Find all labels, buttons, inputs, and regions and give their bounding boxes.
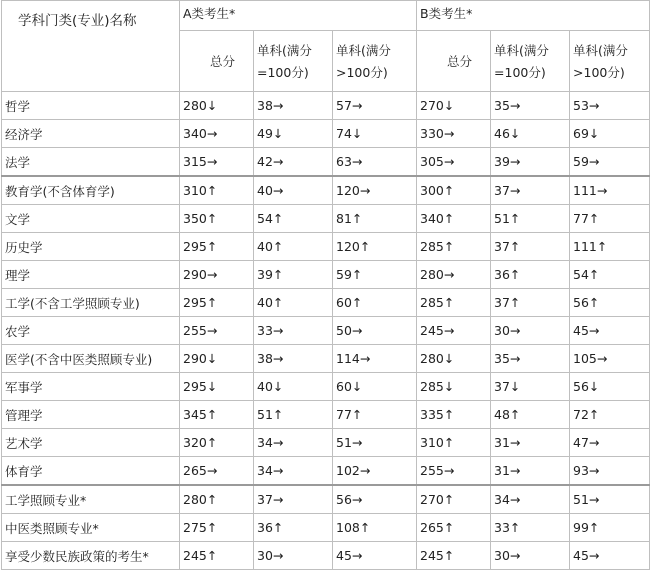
a-total-cell: 290→ bbox=[180, 261, 254, 289]
b-single-100-cell: 31→ bbox=[491, 429, 570, 457]
b-total-cell: 335↑ bbox=[417, 401, 491, 429]
a-single-over-100-cell: 59↑ bbox=[333, 261, 417, 289]
subject-name-cell: 理学 bbox=[2, 261, 180, 289]
subject-name-cell: 教育学(不含体育学) bbox=[2, 176, 180, 205]
b-total-cell: 270↑ bbox=[417, 485, 491, 514]
a-single-100-header: 单科(满分=100分) bbox=[254, 31, 333, 92]
table-row bbox=[2, 401, 650, 429]
a-single-over-100-cell: 60↑ bbox=[333, 289, 417, 317]
b-single-over-100-cell: 111→ bbox=[570, 176, 650, 205]
b-total-cell: 245↑ bbox=[417, 542, 491, 570]
a-total-cell: 295↑ bbox=[180, 233, 254, 261]
group-a-header: A类考生* bbox=[180, 1, 417, 31]
a-single-over-100-cell: 50→ bbox=[333, 317, 417, 345]
b-single-over-100-cell: 47→ bbox=[570, 429, 650, 457]
a-total-cell: 265→ bbox=[180, 457, 254, 486]
b-single-100-cell: 36↑ bbox=[491, 261, 570, 289]
table-row bbox=[2, 345, 650, 373]
subject-name-cell: 医学(不含中医类照顾专业) bbox=[2, 345, 180, 373]
b-single-over-100-cell: 105→ bbox=[570, 345, 650, 373]
a-total-cell: 275↑ bbox=[180, 514, 254, 542]
a-total-cell: 345↑ bbox=[180, 401, 254, 429]
a-total-cell: 350↑ bbox=[180, 205, 254, 233]
a-single-100-cell: 33→ bbox=[254, 317, 333, 345]
a-single-over-100-cell: 45→ bbox=[333, 542, 417, 570]
a-single-100-cell: 34→ bbox=[254, 457, 333, 486]
a-single-100-cell: 30→ bbox=[254, 542, 333, 570]
a-single-over-100-cell: 120↑ bbox=[333, 233, 417, 261]
subject-name-cell: 法学 bbox=[2, 148, 180, 177]
b-single-100-cell: 30→ bbox=[491, 542, 570, 570]
b-single-100-header: 单科(满分=100分) bbox=[491, 31, 570, 92]
a-single-over-100-cell: 102→ bbox=[333, 457, 417, 486]
a-single-over-100-cell: 57→ bbox=[333, 92, 417, 120]
b-single-over-100-cell: 45→ bbox=[570, 317, 650, 345]
score-table bbox=[1, 0, 650, 570]
a-single-over-100-cell: 51→ bbox=[333, 429, 417, 457]
b-single-100-cell: 35→ bbox=[491, 345, 570, 373]
a-single-100-cell: 42→ bbox=[254, 148, 333, 177]
a-single-100-cell: 34→ bbox=[254, 429, 333, 457]
group-b-header: B类考生* bbox=[417, 1, 650, 31]
b-total-cell: 310↑ bbox=[417, 429, 491, 457]
table-row bbox=[2, 148, 650, 177]
b-single-100-cell: 39→ bbox=[491, 148, 570, 177]
a-total-header: 总分 bbox=[180, 31, 254, 92]
b-single-100-cell: 33↑ bbox=[491, 514, 570, 542]
a-total-cell: 315→ bbox=[180, 148, 254, 177]
b-single-100-cell: 31→ bbox=[491, 457, 570, 486]
b-single-100-cell: 34→ bbox=[491, 485, 570, 514]
b-single-100-cell: 37↓ bbox=[491, 373, 570, 401]
subject-name-cell: 文学 bbox=[2, 205, 180, 233]
a-single-over-100-cell: 120→ bbox=[333, 176, 417, 205]
b-total-cell: 285↓ bbox=[417, 373, 491, 401]
b-single-over-100-header: 单科(满分>100分) bbox=[570, 31, 650, 92]
table-row bbox=[2, 542, 650, 570]
table-row bbox=[2, 514, 650, 542]
a-single-over-100-header: 单科(满分>100分) bbox=[333, 31, 417, 92]
a-single-over-100-cell: 56→ bbox=[333, 485, 417, 514]
b-total-cell: 340↑ bbox=[417, 205, 491, 233]
b-total-cell: 305→ bbox=[417, 148, 491, 177]
subject-column-header: 学科门类(专业)名称 bbox=[2, 1, 180, 92]
a-single-over-100-cell: 114→ bbox=[333, 345, 417, 373]
a-total-cell: 290↓ bbox=[180, 345, 254, 373]
table-row bbox=[2, 120, 650, 148]
table-row bbox=[2, 176, 650, 205]
a-single-100-cell: 40→ bbox=[254, 176, 333, 205]
a-single-100-cell: 38→ bbox=[254, 345, 333, 373]
subject-name-cell: 中医类照顾专业* bbox=[2, 514, 180, 542]
b-single-100-cell: 30→ bbox=[491, 317, 570, 345]
b-single-100-cell: 51↑ bbox=[491, 205, 570, 233]
b-single-over-100-cell: 111↑ bbox=[570, 233, 650, 261]
b-total-cell: 255→ bbox=[417, 457, 491, 486]
a-total-cell: 280↓ bbox=[180, 92, 254, 120]
a-single-over-100-cell: 81↑ bbox=[333, 205, 417, 233]
table-row bbox=[2, 429, 650, 457]
table-row bbox=[2, 233, 650, 261]
a-single-100-cell: 40↓ bbox=[254, 373, 333, 401]
b-single-100-cell: 37↑ bbox=[491, 289, 570, 317]
b-total-cell: 270↓ bbox=[417, 92, 491, 120]
table-row bbox=[2, 92, 650, 120]
b-single-over-100-cell: 56↑ bbox=[570, 289, 650, 317]
b-single-100-cell: 35→ bbox=[491, 92, 570, 120]
a-single-over-100-cell: 60↓ bbox=[333, 373, 417, 401]
subject-name-cell: 哲学 bbox=[2, 92, 180, 120]
a-single-100-cell: 39↑ bbox=[254, 261, 333, 289]
a-single-100-cell: 38→ bbox=[254, 92, 333, 120]
a-total-cell: 255→ bbox=[180, 317, 254, 345]
b-single-over-100-cell: 99↑ bbox=[570, 514, 650, 542]
subject-name-cell: 工学照顾专业* bbox=[2, 485, 180, 514]
a-single-100-cell: 37→ bbox=[254, 485, 333, 514]
b-single-over-100-cell: 72↑ bbox=[570, 401, 650, 429]
subject-name-cell: 体育学 bbox=[2, 457, 180, 486]
a-total-cell: 295↓ bbox=[180, 373, 254, 401]
b-single-over-100-cell: 69↓ bbox=[570, 120, 650, 148]
a-single-100-cell: 54↑ bbox=[254, 205, 333, 233]
a-single-over-100-cell: 77↑ bbox=[333, 401, 417, 429]
b-single-over-100-cell: 45→ bbox=[570, 542, 650, 570]
a-single-over-100-cell: 108↑ bbox=[333, 514, 417, 542]
table-row bbox=[2, 485, 650, 514]
b-total-header: 总分 bbox=[417, 31, 491, 92]
a-total-cell: 320↑ bbox=[180, 429, 254, 457]
table-row bbox=[2, 373, 650, 401]
a-total-cell: 245↑ bbox=[180, 542, 254, 570]
table-row bbox=[2, 457, 650, 486]
a-single-100-cell: 40↑ bbox=[254, 289, 333, 317]
subject-name-cell: 军事学 bbox=[2, 373, 180, 401]
b-total-cell: 245→ bbox=[417, 317, 491, 345]
b-total-cell: 330→ bbox=[417, 120, 491, 148]
a-single-100-cell: 51↑ bbox=[254, 401, 333, 429]
a-single-100-cell: 49↓ bbox=[254, 120, 333, 148]
b-total-cell: 280→ bbox=[417, 261, 491, 289]
b-single-over-100-cell: 59→ bbox=[570, 148, 650, 177]
b-single-100-cell: 37→ bbox=[491, 176, 570, 205]
b-single-over-100-cell: 53→ bbox=[570, 92, 650, 120]
subject-name-cell: 农学 bbox=[2, 317, 180, 345]
b-total-cell: 300↑ bbox=[417, 176, 491, 205]
b-single-100-cell: 46↓ bbox=[491, 120, 570, 148]
b-single-over-100-cell: 56↓ bbox=[570, 373, 650, 401]
b-single-over-100-cell: 51→ bbox=[570, 485, 650, 514]
header-row-1 bbox=[2, 1, 650, 31]
b-total-cell: 280↓ bbox=[417, 345, 491, 373]
subject-name-cell: 艺术学 bbox=[2, 429, 180, 457]
b-single-over-100-cell: 77↑ bbox=[570, 205, 650, 233]
b-total-cell: 265↑ bbox=[417, 514, 491, 542]
a-single-100-cell: 40↑ bbox=[254, 233, 333, 261]
b-single-100-cell: 48↑ bbox=[491, 401, 570, 429]
subject-name-cell: 工学(不含工学照顾专业) bbox=[2, 289, 180, 317]
a-total-cell: 295↑ bbox=[180, 289, 254, 317]
a-total-cell: 340→ bbox=[180, 120, 254, 148]
b-total-cell: 285↑ bbox=[417, 233, 491, 261]
a-total-cell: 280↑ bbox=[180, 485, 254, 514]
a-single-over-100-cell: 74↓ bbox=[333, 120, 417, 148]
subject-name-cell: 经济学 bbox=[2, 120, 180, 148]
a-total-cell: 310↑ bbox=[180, 176, 254, 205]
a-single-100-cell: 36↑ bbox=[254, 514, 333, 542]
subject-name-cell: 享受少数民族政策的考生* bbox=[2, 542, 180, 570]
subject-name-cell: 管理学 bbox=[2, 401, 180, 429]
b-single-over-100-cell: 93→ bbox=[570, 457, 650, 486]
subject-name-cell: 历史学 bbox=[2, 233, 180, 261]
table-row bbox=[2, 317, 650, 345]
table-row bbox=[2, 289, 650, 317]
b-total-cell: 285↑ bbox=[417, 289, 491, 317]
a-single-over-100-cell: 63→ bbox=[333, 148, 417, 177]
table-row bbox=[2, 205, 650, 233]
b-single-100-cell: 37↑ bbox=[491, 233, 570, 261]
table-row bbox=[2, 261, 650, 289]
b-single-over-100-cell: 54↑ bbox=[570, 261, 650, 289]
